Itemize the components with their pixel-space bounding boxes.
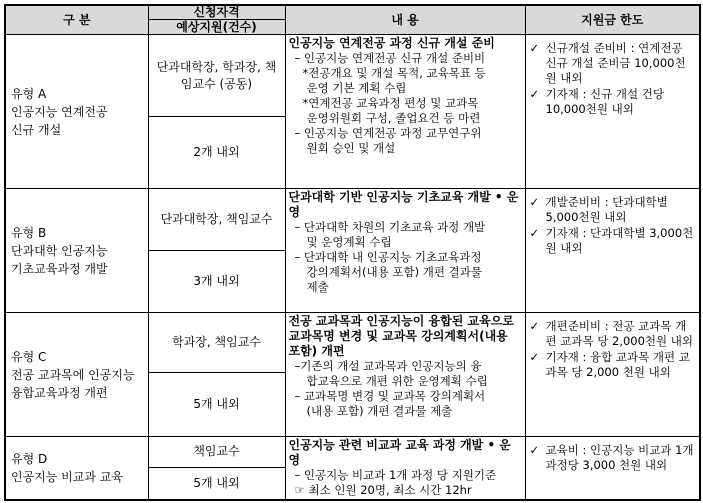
header-content: 내 용 (285, 5, 525, 35)
checkmark-icon: ✓ (529, 319, 540, 333)
row-b-limit (525, 189, 700, 313)
content-item: (내용 포함) 개편 결과물 제출 (306, 404, 453, 418)
checkmark-icon: ✓ (529, 350, 540, 364)
content-item: *연계전공 교육과정 편성 및 교과목 (302, 96, 479, 110)
row-a-content-title: 인공지능 연계전공 과정 신규 개설 준비 (288, 36, 495, 50)
row-a-type-line: 신규 개설 (11, 122, 62, 137)
limit-text: 기자재 : 융합 교과목 개편 교과목 당 2,000 천원 내외 (545, 350, 690, 379)
row-d-type-line: 유형 D (11, 452, 48, 466)
row-c-count: 5개 내외 (148, 373, 285, 437)
limit-item (530, 41, 696, 86)
limit-item (530, 226, 696, 256)
content-item: – 인공지능 연계전공 과정 교무연구위 (294, 126, 482, 140)
row-a-type-line: 유형 A (11, 86, 47, 101)
row-d-qualification: 책임교수 (148, 437, 285, 468)
row-b-type-line: 유형 B (11, 225, 47, 240)
limit-item (530, 350, 696, 380)
row-d-content-title: 인공지능 관련 비교과 교육 과정 개발 • 운영 (288, 438, 511, 467)
row-a-limit (525, 35, 700, 189)
support-table (4, 4, 701, 501)
limit-text: 개편준비비 : 전공 교과목 개편 교과목 당 2,000천원 내외 (545, 319, 694, 348)
content-item: 강의계획서(내용 포함) 개편 결과물 (306, 265, 482, 279)
content-item: 운영위원회 구성, 졸업요건 등 마련 (306, 111, 481, 125)
row-c-qualification: 학과장, 책임교수 (148, 313, 285, 373)
limit-text: 기자재 : 신규 개설 건당 10,000천원 내외 (545, 87, 664, 116)
row-b-content-title: 단과대학 기반 인공지능 기초교육 개발 • 운영 (288, 190, 519, 219)
row-c-content-items (289, 359, 522, 419)
row-b-type-line: 단과대학 인공지능 (11, 243, 108, 258)
content-item: ☞ 최소 인원 20명, 최소 시간 12hr (294, 483, 472, 497)
content-item: 원회 승인 및 개설 (306, 141, 396, 155)
limit-text: 신규개설 준비비 : 연계전공 신규 개설 준비금 10,000천원 내외 (545, 41, 686, 85)
row-a-type-line: 인공지능 연계전공 (11, 104, 108, 119)
limit-item (530, 443, 696, 473)
content-item: – 인공지능 연계전공 신규 개설 준비비 (294, 51, 486, 65)
row-a-qualification: 단과대학장, 학과장, 책임교수 (공동) (148, 35, 285, 117)
row-c-content (285, 313, 525, 437)
row-c-type-line: 융합교육과정 개편 (11, 385, 108, 400)
checkmark-icon: ✓ (529, 41, 540, 55)
row-a-content-items (289, 51, 522, 156)
content-item: 및 운영계획 수립 (306, 235, 392, 249)
row-c-type-line: 전공 교과목에 인공지능 (11, 367, 135, 382)
limit-text: 교육비 : 인공지능 비교과 1개 과정당 3,000 천원 내외 (545, 443, 694, 472)
limit-text: 기자재 : 단과대학별 3,000천원 내외 (545, 226, 694, 255)
row-a-type (5, 35, 148, 189)
checkmark-icon: ✓ (529, 87, 540, 101)
header-limit: 지원금 한도 (525, 5, 700, 35)
content-item: –기존의 개설 교과목과 인공지능의 융 (294, 359, 482, 373)
row-b-content (285, 189, 525, 313)
limit-item (530, 195, 696, 225)
limit-item (530, 319, 696, 349)
content-item: – 단과대학 내 인공지능 기초교육과정 (294, 250, 482, 264)
row-c-limit (525, 313, 700, 437)
content-item: – 교과목명 변경 및 교과목 강의계획서 (294, 389, 486, 403)
content-item: 제출 (306, 280, 329, 294)
row-d-content (285, 437, 525, 501)
row-c-type-line: 유형 C (11, 349, 47, 364)
header-qualification (148, 5, 285, 35)
checkmark-icon: ✓ (529, 226, 540, 240)
header-qual-bottom: 예상지원(건수) (176, 20, 257, 34)
row-b-type-line: 기초교육과정 개발 (11, 261, 108, 276)
content-item: – 인공지능 비교과 1개 과정 당 지원기준 (294, 468, 497, 482)
row-b-count: 3개 내외 (148, 251, 285, 313)
content-item: *전공개요 및 개설 목적, 교육목표 등 (302, 66, 486, 80)
row-d-count: 5개 내외 (148, 467, 285, 500)
row-b-qualification: 단과대학장, 책임교수 (148, 189, 285, 251)
content-item: 합교육으로 개편 위한 운영계획 수립 (306, 374, 488, 388)
row-d-type-line: 인공지능 비교과 교육 (11, 470, 123, 484)
checkmark-icon: ✓ (529, 195, 540, 209)
row-a-count: 2개 내외 (148, 117, 285, 189)
row-c-content-title: 전공 교과목과 인공지능이 융합된 교육으로 교과목명 변경 및 교과목 강의계획서(내용 포함) 개편 (288, 314, 514, 358)
header-qual-top: 신청자격 (149, 6, 285, 20)
row-d-content-items (289, 468, 522, 498)
limit-text: 개발준비비 : 단과대학별 5,000천원 내외 (545, 195, 668, 224)
limit-item (530, 87, 696, 117)
row-d-type (5, 437, 148, 501)
content-item: 운영 기본 계획 수립 (306, 81, 407, 95)
row-c-type (5, 313, 148, 437)
checkmark-icon: ✓ (529, 443, 540, 457)
row-b-content-items (289, 220, 522, 295)
row-a-content (285, 35, 525, 189)
row-b-type (5, 189, 148, 313)
header-category: 구 분 (5, 5, 148, 35)
row-d-limit (525, 437, 700, 501)
content-item: – 단과대학 차원의 기초교육 과정 개발 (294, 220, 486, 234)
